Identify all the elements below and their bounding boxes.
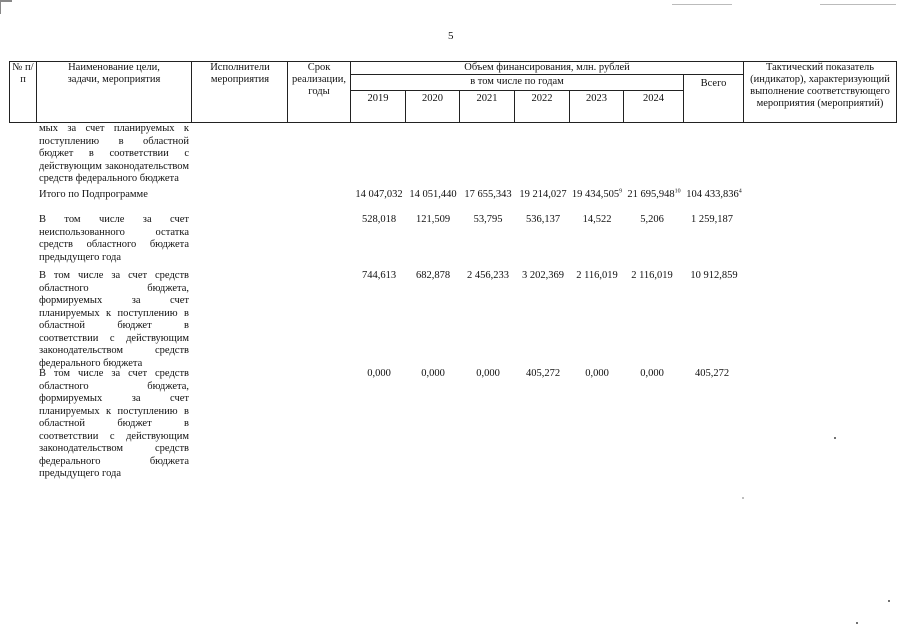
page-number: 5 — [448, 30, 454, 42]
scan-speck — [856, 622, 858, 624]
value-2024: 2 116,019 — [631, 270, 673, 281]
value-2021: 53,795 — [473, 214, 503, 225]
scan-mark-top-left-vertical — [0, 0, 1, 14]
value-2020: 0,000 — [421, 368, 445, 379]
value-2023: 2 116,019 — [576, 270, 618, 281]
row-description: мых за счет планируемых к поступлению в областной бюджет в соответствии с действующим законодательством средств федерального бюджета — [39, 123, 189, 184]
value-2021: 2 456,233 — [467, 270, 509, 281]
header-year-2022: 2022 — [531, 93, 553, 104]
scan-mark-top-right-2 — [820, 4, 896, 5]
value-2021: 0,000 — [476, 368, 500, 379]
header-col-total: Всего — [700, 78, 727, 89]
value-2019: 744,613 — [361, 270, 397, 281]
value-2022: 405,272 — [525, 368, 561, 379]
table-header — [9, 61, 897, 123]
header-col-executors: Исполнители мероприятия — [210, 62, 270, 85]
footnote-marker: 9 — [619, 188, 623, 195]
value-2023: 19 434,505$^9$ — [571, 188, 623, 200]
scan-mark-top-left — [0, 0, 12, 2]
value-2024: 0,000 — [640, 368, 664, 379]
value-2024: 5,206 — [640, 214, 664, 225]
value-total: 104 433,836$^4$ — [686, 188, 742, 200]
value-2019: 14 047,032 — [355, 189, 403, 200]
value-2020: 14 051,440 — [409, 189, 457, 200]
header-col-indicator: Тактический показатель (индикатор), характеризующий выполнение соответствующего мероприятия (мероприятий) — [750, 62, 890, 109]
header-col-term: Срок реализации, годы — [292, 62, 346, 97]
value-2024: 21 695,948$^{10}$ — [627, 188, 681, 200]
row-description: В том числе за счет средств областного бюджета, формируемых за счет планируемых к поступлению в областной бюджет в соответствии с действующим законодательством средств федерального бюджета предыдущего года — [39, 368, 189, 479]
value-2022: 536,137 — [525, 214, 561, 225]
header-year-2023: 2023 — [586, 93, 607, 104]
value-2020: 121,509 — [415, 214, 451, 225]
value-total: 1 259,187 — [691, 214, 733, 225]
value-2019: 528,018 — [361, 214, 397, 225]
row-description: В том числе за счет средств областного бюджета, формируемых за счет планируемых к поступлению в областной бюджет в соответствии с действующим законодательством средств федерального бюджета — [39, 270, 189, 369]
header-col-name: Наименование цели, задачи, мероприятия — [67, 62, 161, 85]
row-description: Итого по Подпрограмме — [39, 189, 148, 200]
scan-speck — [742, 497, 744, 499]
row-description: В том числе за счет неиспользованного остатка средств областного бюджета предыдущего года — [39, 214, 189, 263]
value-2023: 0,000 — [585, 368, 609, 379]
header-col-by-years: в том числе по годам — [470, 76, 564, 87]
value-2020: 682,878 — [415, 270, 451, 281]
header-year-2021: 2021 — [476, 93, 498, 104]
header-year-2024: 2024 — [643, 93, 664, 104]
header-col-funding: Объем финансирования, млн. рублей — [464, 62, 630, 73]
value-total: 405,272 — [694, 368, 730, 379]
value-2022: 19 214,027 — [519, 189, 567, 200]
footnote-marker: 10 — [674, 188, 681, 195]
header-year-2020: 2020 — [422, 93, 443, 104]
value-2023: 14,522 — [582, 214, 612, 225]
scan-speck — [888, 600, 890, 602]
value-2021: 17 655,343 — [464, 189, 512, 200]
scan-speck — [834, 437, 836, 439]
header-col-number: № п/п — [12, 62, 34, 85]
value-total: 10 912,859 — [690, 270, 738, 281]
header-year-2019: 2019 — [367, 93, 389, 104]
footnote-marker: 4 — [738, 188, 742, 195]
value-2022: 3 202,369 — [522, 270, 564, 281]
value-2019: 0,000 — [367, 368, 391, 379]
scan-mark-top-right — [672, 4, 732, 5]
